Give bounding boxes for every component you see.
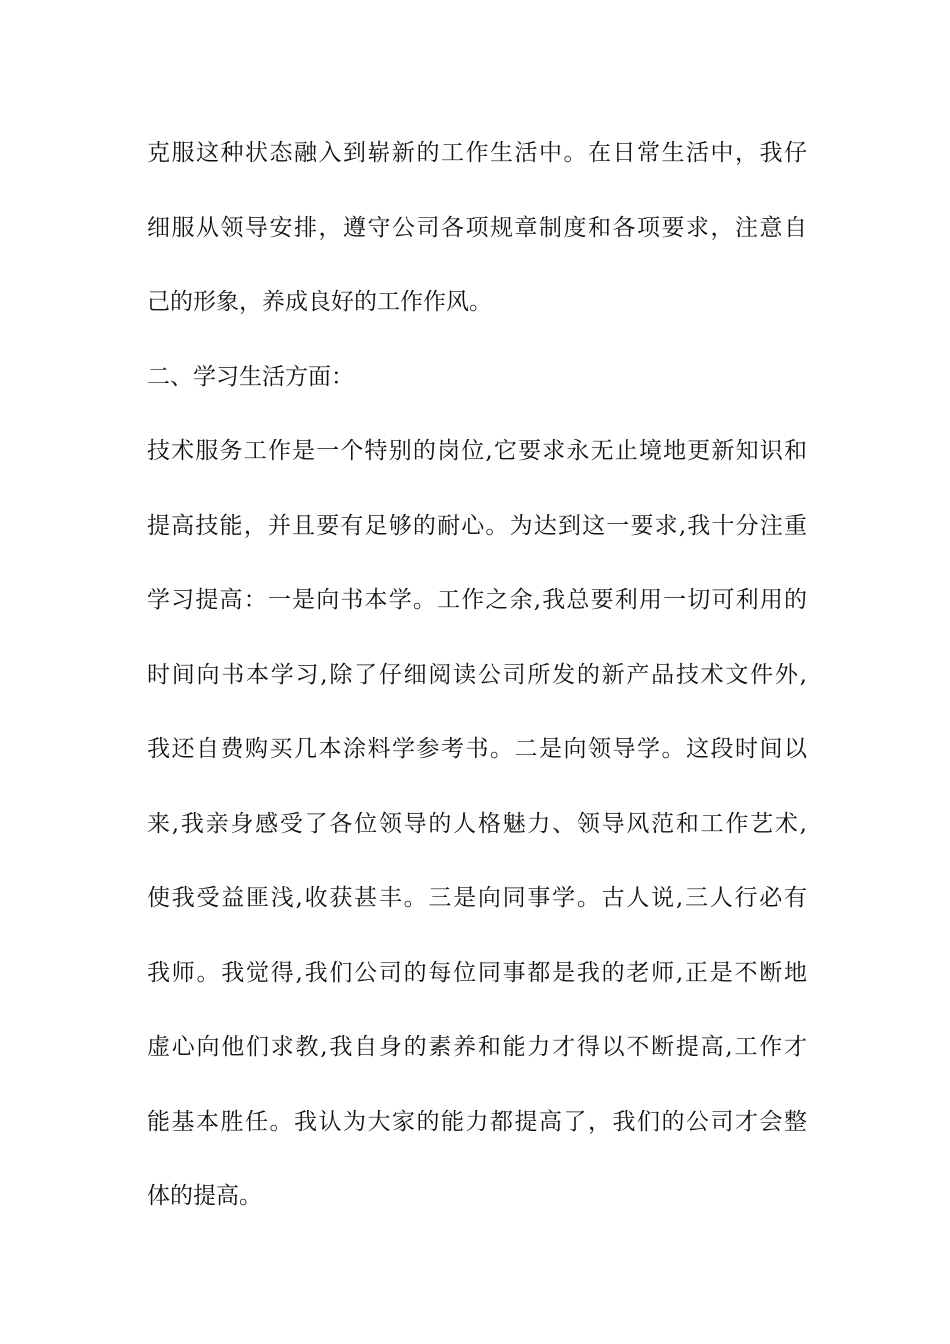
text-line-8: 时间向书本学习,除了仔细阅读公司所发的新产品技术文件外,: [147, 661, 807, 688]
text-line-14: 能基本胜任。我认为大家的能力都提高了，我们的公司才会整: [147, 1108, 807, 1135]
text-line-10: 来,我亲身感受了各位领导的人格魅力、领导风范和工作艺术,: [147, 810, 807, 837]
text-line-15: 体的提高。: [147, 1183, 262, 1209]
text-line-3: 己的形象，养成良好的工作作风。: [147, 289, 492, 315]
section-heading: 二、学习生活方面：: [147, 363, 354, 390]
text-line-2: 细服从领导安排，遵守公司各项规章制度和各项要求，注意自: [147, 214, 807, 241]
text-line-13: 虚心向他们求教,我自身的素养和能力才得以不断提高,工作才: [147, 1034, 807, 1060]
text-line-1: 克服这种状态融入到崭新的工作生活中。在日常生活中，我仔: [147, 140, 807, 166]
text-line-11: 使我受益匪浅,收获甚丰。三是向同事学。古人说,三人行必有: [147, 885, 807, 911]
text-line-6: 提高技能，并且要有足够的耐心。为达到这一要求,我十分注重: [147, 512, 807, 539]
text-line-7: 学习提高：一是向书本学。工作之余,我总要利用一切可利用的: [147, 587, 807, 613]
text-line-9: 我还自费购买几本涂料学参考书。二是向领导学。这段时间以: [147, 736, 807, 762]
text-line-12: 我师。我觉得,我们公司的每位同事都是我的老师,正是不断地: [147, 959, 807, 986]
body-text: [147, 126, 807, 1244]
text-line-5: 技术服务工作是一个特别的岗位,它要求永无止境地更新知识和: [147, 438, 807, 464]
